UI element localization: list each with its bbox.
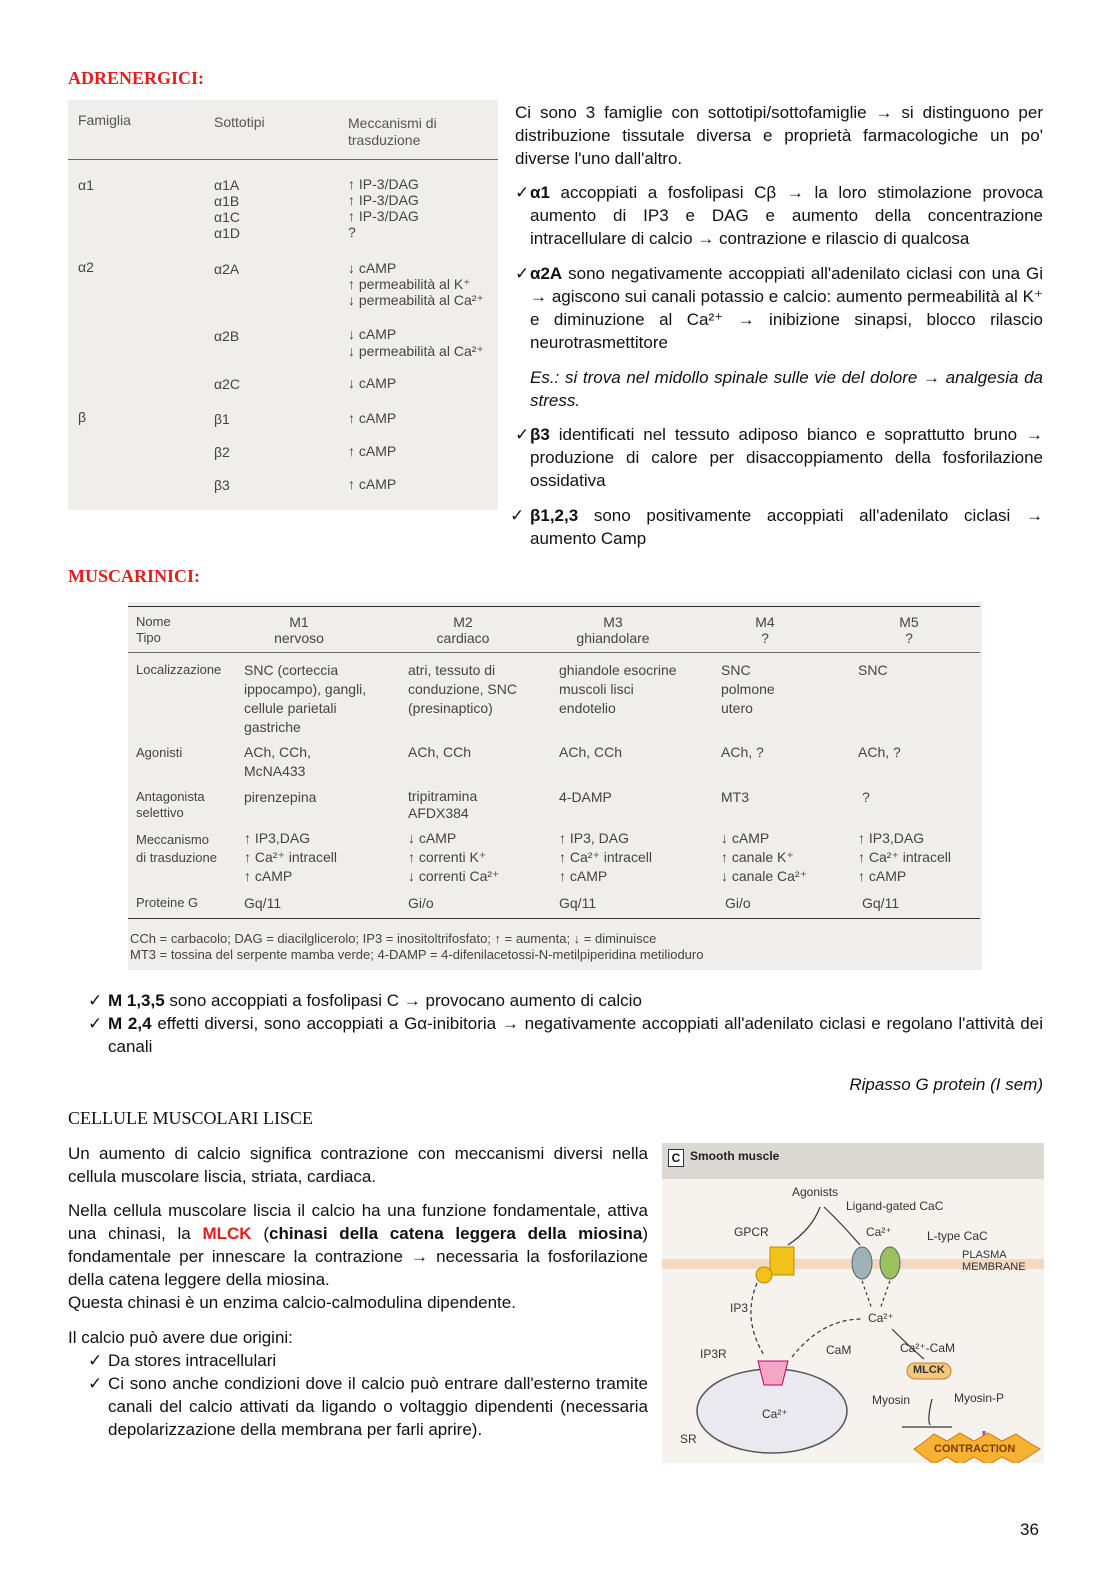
label-sr: SR [680, 1432, 697, 1446]
table-cell: ghiandole esocrine muscoli lisci endotelio [559, 662, 677, 716]
gpcr-receptor-icon [770, 1247, 794, 1275]
table-cell: pirenzepina [244, 789, 317, 805]
muscarinici-heading: MUSCARINICI: [68, 566, 201, 586]
label-gpcr: GPCR [734, 1225, 769, 1239]
table-cell: Gq/11 [862, 895, 900, 911]
bullet-term: M 2,4 [108, 1014, 152, 1033]
table-cell: ↑ IP3,DAG ↑ Ca²⁺ intracell ↑ cAMP [244, 830, 337, 884]
col-header-sottotipi: Sottotipi [214, 114, 265, 130]
bullet-term: α2A [530, 264, 563, 283]
calcium-influx-arrow [862, 1281, 872, 1309]
label-contraction: CONTRACTION [934, 1443, 1016, 1455]
label-cam: CaM [826, 1343, 852, 1357]
table-cell: Gi/o [725, 895, 751, 911]
bullet-text: effetti diversi, sono accoppiati a Gα-inibitoria → negativamente accoppiati all'adenilato ciclasi e regolano l'attività dei canali [108, 1014, 1043, 1056]
mechanism: ? [348, 224, 356, 240]
table-cell: ↑ IP3, DAG ↑ Ca²⁺ intracell ↑ cAMP [559, 830, 652, 884]
mechanism: ↓ cAMP [348, 375, 397, 391]
pathway-diagram [662, 1179, 1044, 1463]
muscle-paragraph-4: Il calcio può avere due origini: [68, 1328, 293, 1347]
family-alpha1: α1 [78, 177, 94, 193]
ip3-arrow [751, 1283, 764, 1355]
bullet-text: accoppiati a fosfolipasi Cβ → la loro stimolazione provoca aumento di IP3 e DAG e aumento della concentrazione intracellulare di calcio → contrazione e rilascio di qualcosa [530, 183, 1043, 248]
table-cell: SNC (corteccia ippocampo), gangli, cellule parietali gastriche [244, 662, 367, 735]
bottom-rule [128, 918, 980, 919]
table-cell: 4-DAMP [559, 789, 612, 805]
col-header-famiglia: Famiglia [78, 112, 131, 128]
label-plasma-membrane: PLASMA MEMBRANE [962, 1249, 1026, 1273]
mlck-term: MLCK [202, 1224, 252, 1243]
table-cell: ↑ IP3,DAG ↑ Ca²⁺ intracell ↑ cAMP [858, 830, 951, 884]
calcium-origin-1 [88, 1349, 648, 1372]
subtype: β1 [214, 411, 230, 427]
subtype: α2A [214, 261, 240, 277]
bullet-text: Ci sono anche condizioni dove il calcio può entrare dall'esterno tramite canali del calcio attivati da ligando o voltaggio dipendenti (necessaria depolarizzazione della membrana per farli aprire). [108, 1374, 648, 1439]
label-agonists: Agonists [792, 1185, 839, 1199]
bullet-term: β1,2,3 [530, 506, 579, 525]
table-cell: ACh, CCh [408, 744, 472, 760]
row-label: Proteine G [136, 895, 199, 910]
bullet-text: sono accoppiati a fosfolipasi C → provocano aumento di calcio [164, 991, 642, 1010]
checkmark-icon: ✓ [510, 506, 525, 525]
col-name-m1: M1 [289, 614, 309, 630]
mechanism: ↑ cAMP [348, 476, 397, 492]
checkmark-icon: ✓ [88, 1374, 103, 1393]
bullet-beta123 [510, 504, 1043, 550]
text-span: Nella cellula muscolare liscia il calcio ha una funzione fondamentale, attiva una chinasi, la [68, 1201, 648, 1243]
col-name-m5: M5 [899, 614, 919, 630]
label-mlck: MLCK [913, 1364, 945, 1376]
checkmark-icon: ✓ [515, 425, 530, 444]
mlck-arrow [929, 1399, 932, 1425]
checkmark-icon: ✓ [88, 1351, 103, 1370]
col-type-m4: ? [761, 630, 769, 646]
mechanism: ↑ IP-3/DAG [348, 208, 419, 224]
col-header-meccanismi: Meccanismi di trasduzione [348, 115, 437, 148]
bullet-text: Da stores intracellulari [108, 1351, 277, 1370]
subtype: α1D [214, 225, 240, 241]
ripasso-note: Ripasso G protein (I sem) [849, 1075, 1043, 1094]
adrenergici-heading: ADRENERGICI: [68, 68, 205, 88]
label-ca-sr: Ca²⁺ [762, 1407, 788, 1421]
table-cell: ACh, ? [721, 744, 764, 760]
table-cell: ↓ cAMP ↑ correnti K⁺ ↓ correnti Ca²⁺ [408, 830, 500, 884]
bullet-beta3 [515, 423, 1043, 492]
subtype: α1A [214, 177, 240, 193]
label-ca-out: Ca²⁺ [866, 1225, 892, 1239]
corner-nome: Nome [136, 614, 171, 629]
table-cell: Gi/o [408, 895, 434, 911]
footnote: MT3 = tossina del serpente mamba verde; 4-DAMP = 4-difenilacetossi-N-metilpiperidina metilioduro [130, 947, 704, 962]
header-rule [68, 159, 498, 160]
table-cell: ↓ cAMP ↑ canale K⁺ ↓ canale Ca²⁺ [721, 830, 807, 884]
label-ligand-gated: Ligand-gated CaC [846, 1199, 944, 1213]
label-myosin: Myosin [872, 1393, 911, 1407]
table-cell: ACh, ? [858, 744, 901, 760]
checkmark-icon: ✓ [515, 264, 530, 283]
mechanism: ↓ permeabilità al Ca²⁺ [348, 343, 484, 359]
panel-letter: C [668, 1149, 684, 1167]
mechanism: ↑ permeabilità al K⁺ [348, 276, 471, 292]
corner-tipo: Tipo [136, 630, 161, 645]
row-label: Antagonista selettivo [136, 789, 205, 820]
calcium-influx-arrow [880, 1281, 890, 1309]
bullet-term: β3 [530, 425, 550, 444]
calcium-origin-2 [88, 1372, 648, 1441]
col-type-m1: nervoso [274, 630, 324, 646]
checkmark-icon: ✓ [515, 183, 530, 202]
col-type-m3: ghiandolare [576, 630, 650, 646]
table-cell: Gq/11 [244, 895, 282, 911]
smooth-muscle-heading: CELLULE MUSCOLARI LISCE [68, 1108, 313, 1128]
adrenergic-intro: Ci sono 3 famiglie con sottotipi/sottofamiglie → si distinguono per distribuzione tissutale diversa e proprietà farmacologiche un po' diverse l'uno dall'altro. [515, 103, 1043, 168]
mechanism: ↓ cAMP [348, 260, 397, 276]
figure-title: Smooth muscle [690, 1149, 780, 1163]
footnote: CCh = carbacolo; DAG = diacilglicerolo; IP3 = inositoltrifosfato; ↑ = aumenta; ↓ = diminuisce [130, 931, 657, 946]
l-type-channel-icon [880, 1247, 900, 1279]
table-cell: atri, tessuto di conduzione, SNC (presinaptico) [408, 662, 517, 716]
mlck-definition: chinasi della catena leggera della miosina [268, 1224, 643, 1243]
mechanism: ↑ cAMP [348, 443, 397, 459]
subtype: α2C [214, 376, 240, 392]
subtype: α1B [214, 193, 240, 209]
bullet-text: sono positivamente accoppiati all'adenilato ciclasi → aumento Camp [530, 506, 1043, 548]
table-cell: ? [862, 789, 870, 805]
bullet-text: identificati nel tessuto adiposo bianco e soprattutto bruno → produzione di calore per disaccoppiamento della fosforilazione ossidativa [530, 425, 1043, 490]
col-name-m3: M3 [603, 614, 623, 630]
bullet-alpha2a [515, 262, 1043, 354]
checkmark-icon: ✓ [88, 1014, 103, 1033]
text-span: ( [251, 1224, 269, 1243]
row-label: Localizzazione [136, 662, 222, 677]
page-number: 36 [1020, 1520, 1039, 1539]
header-rule [128, 652, 980, 653]
table-cell: ACh, CCh, McNA433 [244, 744, 311, 779]
mechanism: ↓ cAMP [348, 326, 397, 342]
row-label: Meccanismo di trasduzione [136, 832, 217, 865]
subtype: α1C [214, 209, 240, 225]
bullet-m135 [88, 989, 1043, 1012]
mechanism: ↑ cAMP [348, 410, 397, 426]
subtype: β3 [214, 477, 230, 493]
label-ip3: IP3 [730, 1301, 749, 1315]
bullet-term: M 1,3,5 [108, 991, 165, 1010]
bullet-term: α1 [530, 183, 550, 202]
label-ca-cam: Ca²⁺-CaM [900, 1341, 956, 1355]
col-type-m2: cardiaco [436, 630, 490, 646]
checkmark-icon: ✓ [88, 991, 103, 1010]
agonist-arrow [788, 1207, 820, 1245]
row-label: Agonisti [136, 745, 183, 760]
mechanism: ↑ IP-3/DAG [348, 176, 419, 192]
col-name-m4: M4 [755, 614, 775, 630]
muscle-paragraph-3: Questa chinasi è un enzima calcio-calmodulina dipendente. [68, 1293, 516, 1312]
smooth-muscle-figure [662, 1143, 1044, 1463]
family-beta: β [78, 409, 87, 425]
table-cell: Gq/11 [559, 895, 597, 911]
table-cell: MT3 [721, 789, 749, 805]
col-name-m2: M2 [453, 614, 473, 630]
table-cell: SNC [858, 662, 888, 678]
ligand-gated-channel-icon [852, 1247, 872, 1279]
col-type-m5: ? [905, 630, 913, 646]
mechanism: ↑ IP-3/DAG [348, 192, 419, 208]
table-cell: SNC polmone utero [721, 662, 775, 716]
table-cell: ACh, CCh [559, 744, 623, 760]
bullet-m24 [88, 1012, 1043, 1058]
text-span: ) fondamentale per innescare la contrazione → necessaria la fosforilazione della catena leggere della miosina. [68, 1224, 649, 1289]
table-cell: tripitramina AFDX384 [408, 788, 478, 821]
subtype: β2 [214, 444, 230, 460]
subtype: α2B [214, 328, 240, 344]
muscarinic-table [128, 602, 982, 970]
bullet-alpha1 [515, 181, 1043, 250]
label-l-type: L-type CaC [927, 1229, 988, 1243]
example-note: Es.: si trova nel midollo spinale sulle vie del dolore → analgesia da stress. [530, 368, 1043, 410]
label-ip3r: IP3R [700, 1347, 727, 1361]
top-rule [128, 606, 980, 607]
label-myosin-p: Myosin-P [954, 1391, 1005, 1405]
mechanism: ↓ permeabilità al Ca²⁺ [348, 292, 484, 308]
muscle-paragraph-2 [68, 1199, 648, 1291]
g-protein-icon [756, 1267, 772, 1283]
bullet-text: sono negativamente accoppiati all'adenilato ciclasi con una Gi → agiscono sui canali potassio e calcio: aumento permeabilità al K⁺ e diminuzione al Ca²⁺ → inibizione sinapsi, blocco rilascio neurotrasmettitore [530, 264, 1043, 352]
family-alpha2: α2 [78, 259, 94, 275]
adrenergic-table [68, 100, 498, 510]
label-ca-in: Ca²⁺ [868, 1311, 894, 1325]
muscle-paragraph-1: Un aumento di calcio significa contrazione con meccanismi diversi nella cellula muscolare liscia, striata, cardiaca. [68, 1144, 648, 1186]
